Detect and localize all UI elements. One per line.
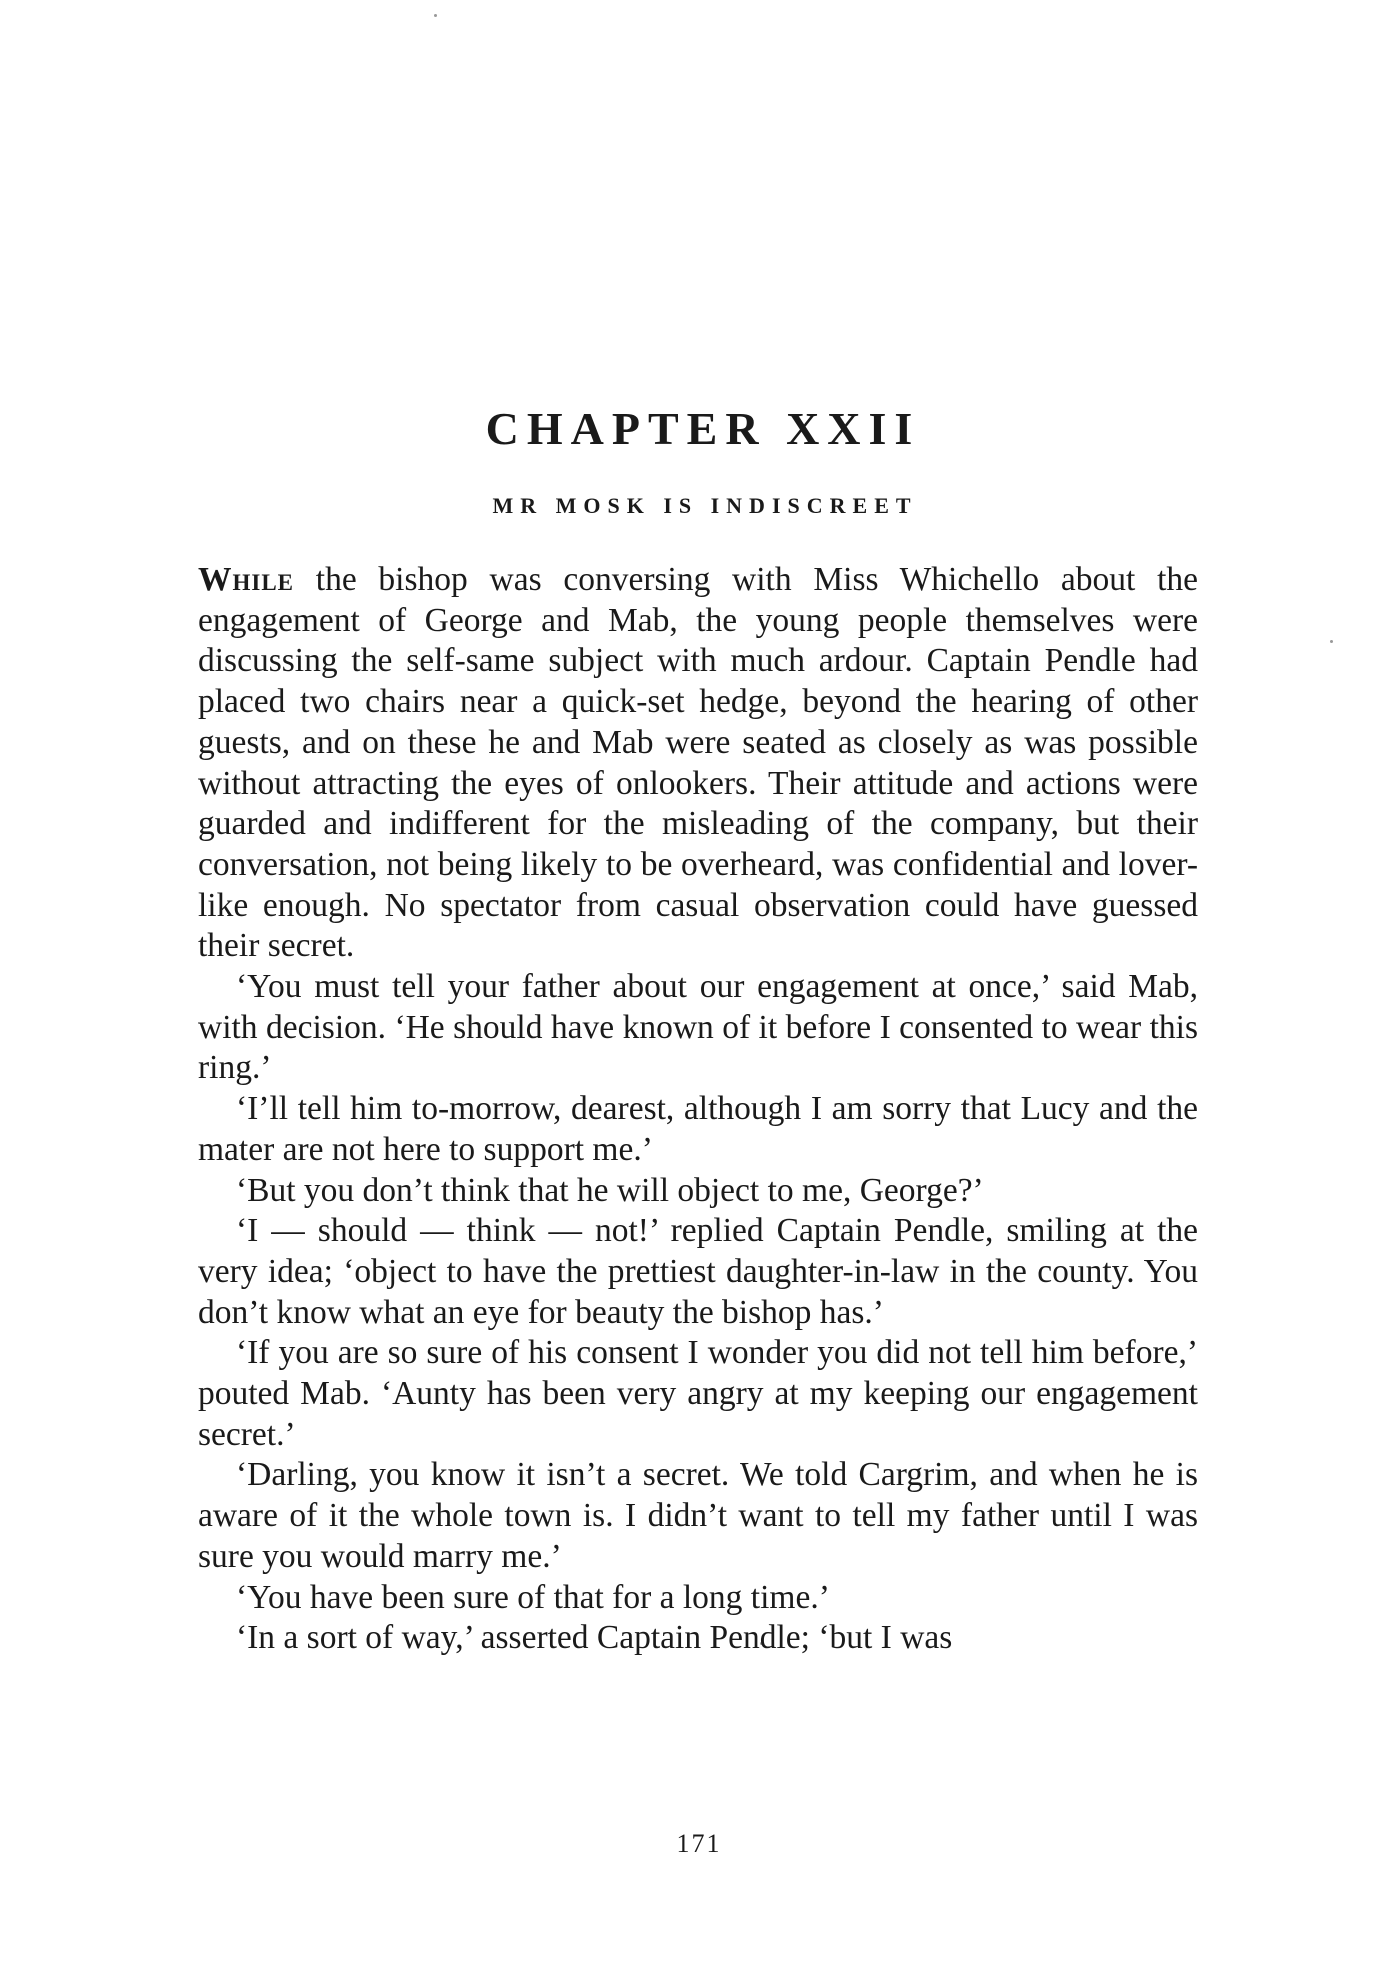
paragraph: ‘I — should — think — not!’ replied Captain Pendle, smiling at the very idea; ‘object to have the prettiest daughter-in-law in the county. You don’t know what an eye for beauty the bishop has.’ (198, 1212, 1198, 1331)
paragraph (198, 560, 1198, 967)
chapter-body (198, 560, 1198, 1659)
paragraph: ‘Darling, you know it isn’t a secret. We told Cargrim, and when he is aware of it the whole town is. I didn’t want to tell my father until I was sure you would marry me.’ (198, 1456, 1198, 1575)
lead-word: While (198, 561, 295, 598)
paper-speck (434, 14, 437, 17)
paragraph: ‘If you are so sure of his consent I wonder you did not tell him before,’ pouted Mab. ‘Aunty has been very angry at my keeping our engagement secret.’ (198, 1334, 1198, 1453)
paragraph: ‘You must tell your father about our engagement at once,’ said Mab, with decision. ‘He should have known of it before I consented to wear this ring.’ (198, 968, 1198, 1087)
paragraph-text: the bishop was conversing with Miss Whichello about the engagement of George and Mab, the young people themselves were discussing the self-same subject with much ardour. Captain Pendle had placed two chairs near a quick-set hedge, beyond the hearing of other guests, and on these he and Mab were seated as closely as was possible without attracting the eyes of onlookers. Their attitude and actions were guarded and indifferent for the misleading of the company, but their conversation, not being likely to be overheard, was confidential and lover-like enough. No spectator from casual observation could have guessed their secret. (198, 561, 1198, 965)
paragraph: ‘In a sort of way,’ asserted Captain Pendle; ‘but I was (236, 1619, 953, 1657)
chapter-title: CHAPTER XXII (485, 403, 921, 454)
page-number: 171 (676, 1829, 722, 1858)
paper-speck (1330, 640, 1333, 643)
chapter-subtitle: MR MOSK IS INDISCREET (492, 493, 918, 518)
paragraph: ‘But you don’t think that he will object to me, George?’ (236, 1171, 984, 1209)
paragraph: ‘You have been sure of that for a long time.’ (236, 1578, 830, 1616)
paragraph: ‘I’ll tell him to-morrow, dearest, although I am sorry that Lucy and the mater are not here to support me.’ (198, 1090, 1198, 1168)
